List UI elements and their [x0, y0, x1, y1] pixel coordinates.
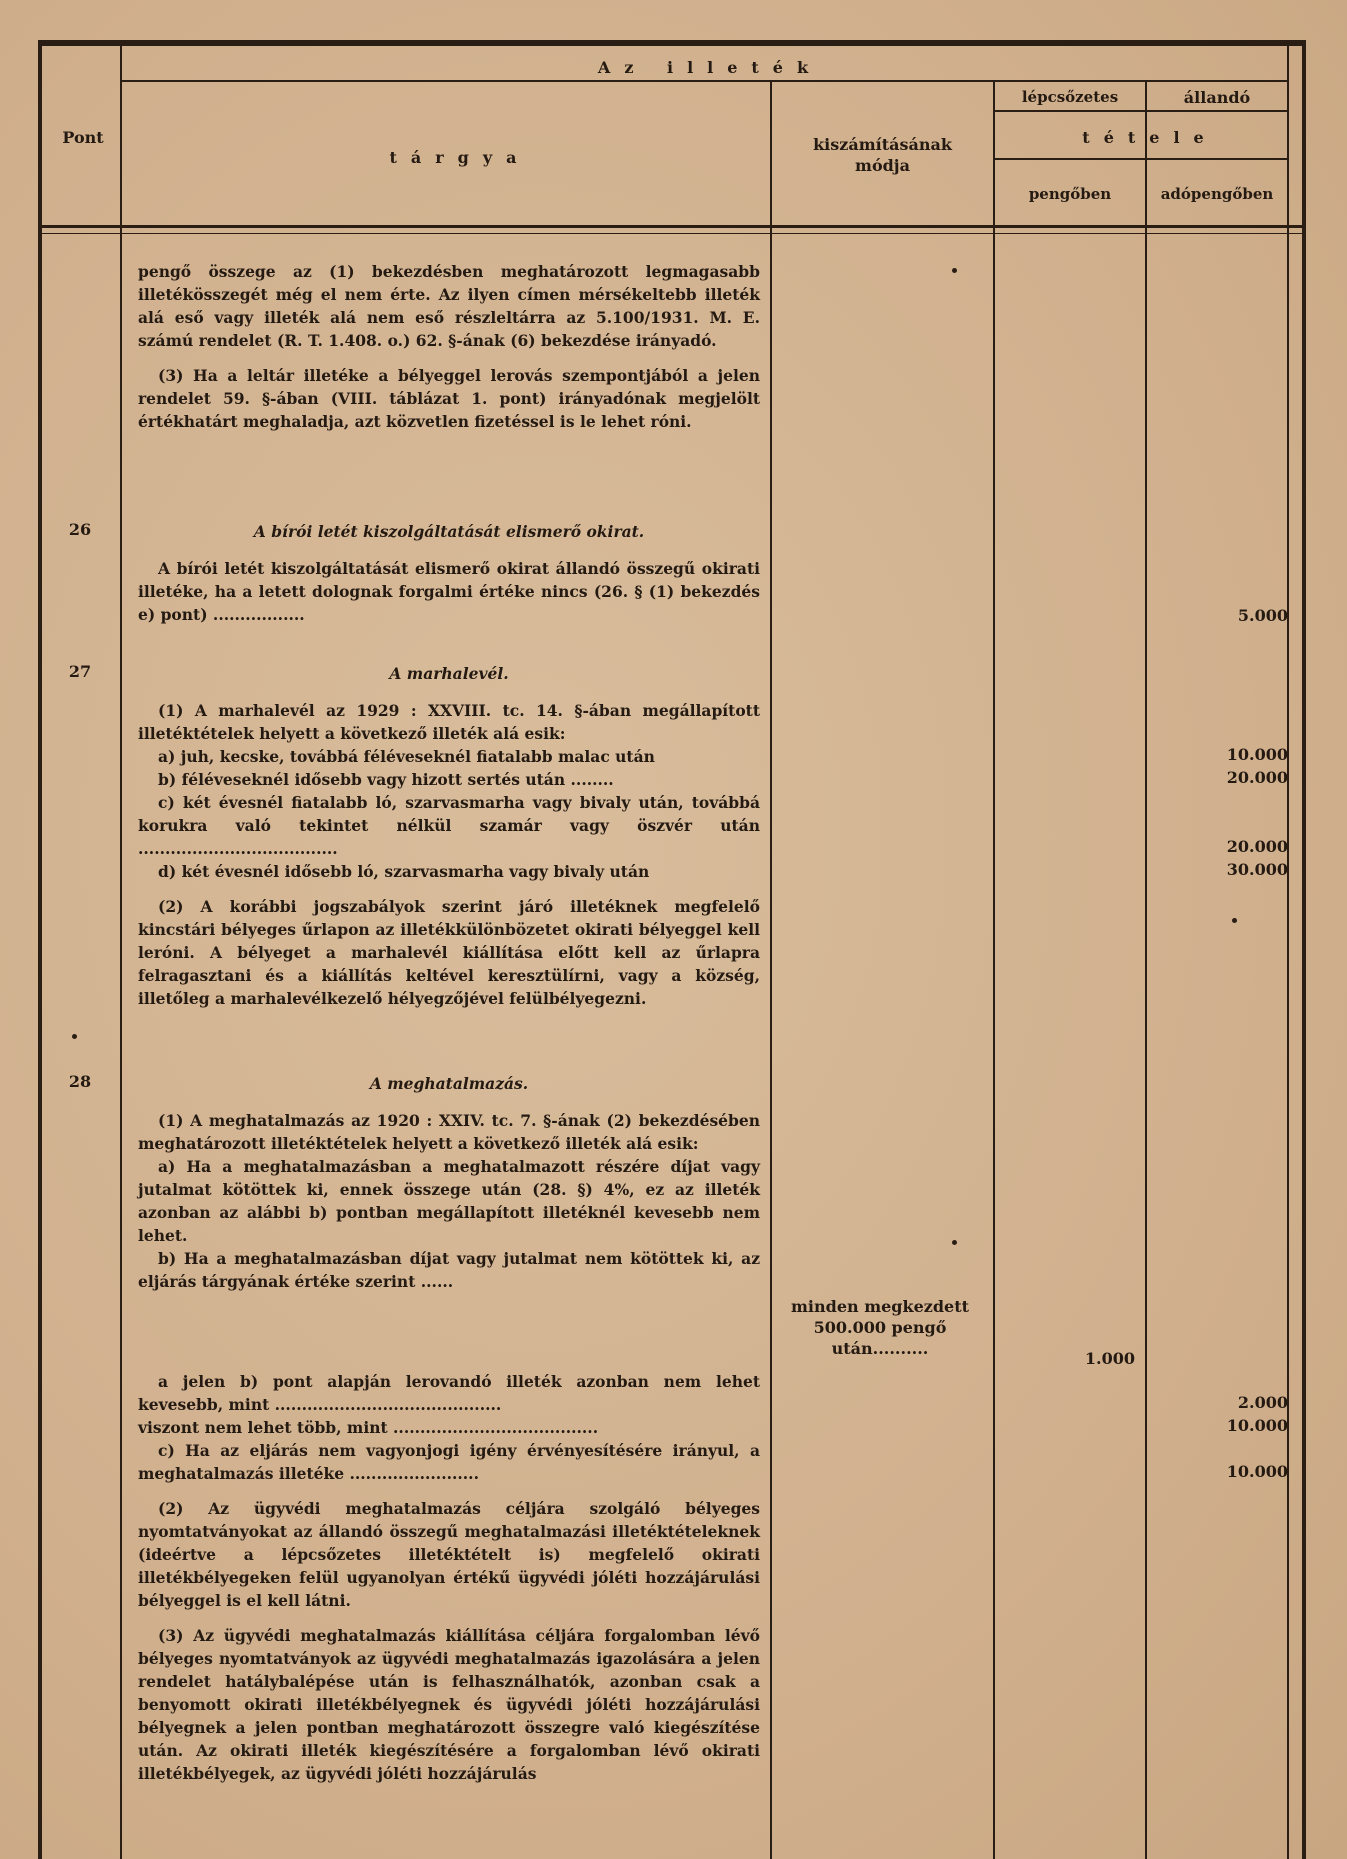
point-27-title: A marhalevél. — [389, 664, 509, 683]
header-leposzetes: lépcsőzetes — [1021, 88, 1119, 106]
point-27-item-d: d) két évesnél idősebb ló, szarvasmarha vagy bivaly után — [158, 862, 650, 881]
point-28-item-a: a) Ha a meghatalmazásban a meghatalmazott részére díjat vagy jutalmat kötöttek ki, ennek összege után (28. §) 4%, ez az illeték azonban az alábbi b) pontban megállapított illetéknél kevesebb nem lehet. — [138, 1157, 760, 1245]
scan-speck — [1232, 918, 1237, 923]
point-26-number: 26 — [68, 520, 92, 539]
col-line-mod — [993, 82, 995, 1859]
point-28-limits-block — [138, 1370, 760, 1785]
point-28-max: viszont nem lehet több, mint ...................................... — [138, 1418, 599, 1437]
intro-paragraph-2: (3) Ha a leltár illetéke a bélyeggel lerovás szempontjából a jelen rendelet 59. §-ában (VIII. táblázat 1. pont) irányadónak megjelölt értékhatárt meghaladja, azt közvetlen fizetéssel is le lehet róni. — [138, 366, 760, 431]
point-28-title: A meghatalmazás. — [369, 1074, 529, 1093]
col-line-pont — [120, 46, 122, 1859]
header-bottom-rule-2 — [38, 233, 1306, 234]
point-27-item-c: c) két évesnél fiatalabb ló, szarvasmarha vagy bivaly után, továbbá korukra való tekintet nélkül szamár vagy öszvér után ..................................... — [138, 793, 760, 858]
point-26-block — [138, 520, 760, 626]
point-27-number: 27 — [68, 662, 92, 681]
header-main: Az illeték — [597, 58, 823, 77]
scan-speck — [952, 1240, 957, 1245]
point-27-amount-a: 10.000 — [1226, 745, 1288, 764]
header-adopengoben: adópengőben — [1160, 185, 1274, 203]
point-27-paragraph-2: (2) A korábbi jogszabályok szerint járó illetéknek megfelelő kincstári bélyeges űrlapon az illetékkülönbözetet okirati bélyeggel kell leróni. A bélyeget a marhalevél kiállítása előtt kell az űrlapra felragasztani és a kiállítás keltével keresztülírni, vagy a község, illetőleg a marhalevélkezelő hélyegzőjével felülbélyegezni. — [138, 897, 760, 1008]
point-28-b-mode: minden megkezdett 500.000 pengő után.......... — [790, 1297, 969, 1358]
point-28-amount-b: 1.000 — [1084, 1349, 1135, 1368]
point-28-amount-c: 10.000 — [1226, 1462, 1288, 1481]
header-main-rule — [122, 80, 1287, 82]
header-allando: állandó — [1183, 88, 1251, 107]
header-tetele-rule — [993, 158, 1287, 160]
point-28-item-c: c) Ha az eljárás nem vagyonjogi igény érvényesítésére irányul, a meghatalmazás illetéke ........................ — [138, 1441, 760, 1483]
header-pengoben: pengőben — [1028, 185, 1112, 203]
point-28-item-b: b) Ha a meghatalmazásban díjat vagy jutalmat nem kötöttek ki, az eljárás tárgyának értéke szerint ...... — [138, 1249, 760, 1291]
point-27-amount-d: 30.000 — [1226, 860, 1288, 879]
point-26-title: A bírói letét kiszolgáltatását elismerő okirat. — [253, 522, 645, 541]
point-26-amount: 5.000 — [1237, 606, 1288, 625]
header-kiszamitas: kiszámításának módja — [813, 135, 952, 175]
header-targya: tárgya — [389, 148, 531, 167]
point-28-block — [138, 1072, 760, 1293]
scan-speck — [952, 268, 957, 273]
col-line-right — [1287, 46, 1289, 1859]
point-27-block — [138, 662, 760, 1010]
header-top-rule — [38, 44, 1306, 46]
point-28-paragraph-2: (2) Az ügyvédi meghatalmazás céljára szolgáló bélyeges nyomtatványokat az állandó összegű meghatalmazási illetéktételeknek (ideértve a lépcsőzetes illetéktételt is) megfelelő okirati illetékbélyegeken felül ugyanolyan értékű ügyvédi jóléti hozzájárulási bélyeggel is el kell látni. — [138, 1499, 760, 1610]
point-27-intro: (1) A marhalevél az 1929 : XXVIII. tc. 14. §-ában megállapított illetéktételek helyett a következő illeték alá esik: — [138, 701, 760, 743]
point-28-amount-min: 2.000 — [1237, 1393, 1288, 1412]
intro-paragraph-1: pengő összege az (1) bekezdésben meghatározott legmagasabb illetékösszegét még el nem érte. Az ilyen címen mérsékeltebb illeték alá eső vagy illeték alá nem eső részleltárra az 5.100/1931. M. E. számú rendelet (R. T. 1.408. o.) 62. §-ának (6) bekezdése irányadó. — [138, 262, 760, 350]
col-line-leposzetes — [1145, 82, 1147, 1859]
point-28-min: a jelen b) pont alapján lerovandó illeték azonban nem lehet kevesebb, mint .......................................... — [138, 1372, 760, 1414]
point-28-paragraph-3: (3) Az ügyvédi meghatalmazás kiállítása céljára forgalomban lévő bélyeges nyomtatványok az ügyvédi meghatalmazás igazolására a jelen rendelet hatálybalépése után is felhasználhatók, azonban csak a benyomott okirati illetékbélyegnek és ügyvédi jóléti hozzájárulási bélyegnek a jelen pontban meghatározott összegre való kiegészítése után. Az okirati illeték kiegészítésére a forgalomban lévő okirati illetékbélyegek, az ügyvédi jóléti hozzájárulás — [138, 1626, 760, 1783]
header-bottom-rule — [38, 225, 1306, 228]
point-27-item-a: a) juh, kecske, továbbá féléveseknél fiatalabb malac után — [158, 747, 655, 766]
point-26-text: A bírói letét kiszolgáltatását elismerő okirat állandó összegű okirati illetéke, ha a letett dolognak forgalmi értéke nincs (26. § (1) bekezdés e) pont) ................. — [138, 559, 760, 624]
scan-speck — [72, 1034, 77, 1039]
col-line-targy — [770, 82, 772, 1859]
point-28-number: 28 — [68, 1072, 92, 1091]
header-sub-rule — [993, 110, 1287, 112]
point-27-item-b: b) féléveseknél idősebb vagy hizott sertés után ........ — [158, 770, 614, 789]
header-tetele: tétele — [1082, 128, 1218, 147]
header-pont: Pont — [62, 128, 104, 147]
point-28-amount-max: 10.000 — [1226, 1416, 1288, 1435]
point-28-intro: (1) A meghatalmazás az 1920 : XXIV. tc. 7. §-ának (2) bekezdésében meghatározott illetéktételek helyett a következő illeték alá esik: — [138, 1111, 760, 1153]
point-27-amount-b: 20.000 — [1226, 768, 1288, 787]
point-27-amount-c: 20.000 — [1226, 837, 1288, 856]
intro-block — [138, 260, 760, 433]
